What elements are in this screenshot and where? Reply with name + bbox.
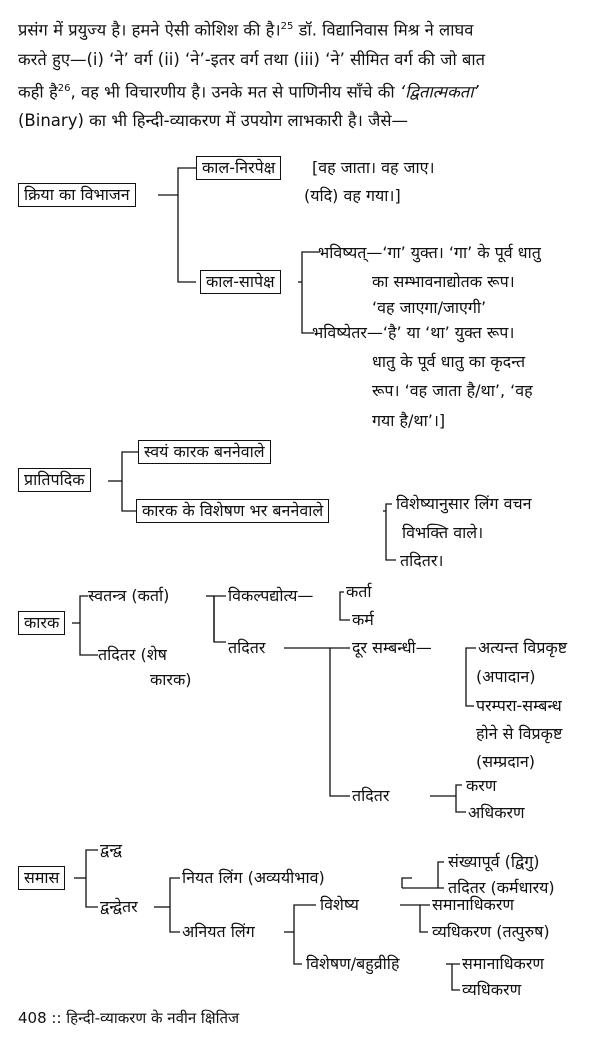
bhavishyat-line-2: का सम्भावनाद्योतक रूप। xyxy=(372,272,515,291)
bhavishyetar-line-1: भविष्येतर—‘है’ या ‘था’ युक्त रूप। xyxy=(312,323,515,342)
bhavishyetar-line-3: रूप। ‘वह जाता है/था’, ‘वह xyxy=(372,381,533,400)
vikalpadyotya: विकल्पद्योत्य— xyxy=(228,586,314,605)
pratipadik-v2: विभक्ति वाले। xyxy=(402,523,484,542)
parampara-sambandh: परम्परा-सम्बन्ध xyxy=(476,696,562,715)
apadan: (अपादान) xyxy=(476,667,536,686)
kal-nirapeksh-box: काल-निरपेक्ष xyxy=(196,156,281,180)
taditar-c: तदितर xyxy=(352,786,390,805)
para-line-3: कही है$^{26}$, वह भी विचारणीय है। उनके मत से पाणिनीय साँचे की ‘द्वितात्मकता’ xyxy=(18,82,479,101)
pratipadik-v3: तदितर। xyxy=(400,551,444,570)
bhavishyetar-line-2: धातु के पूर्व धातु का कृदन्त xyxy=(372,352,526,371)
bhavishyat-line-1: भविष्यत्—‘गा’ युक्त। ‘गा’ के पूर्व धातु xyxy=(318,243,541,262)
taditar-karmadharay: तदितर (कर्मधारय) xyxy=(448,878,555,897)
karm: कर्म xyxy=(352,610,374,629)
aniyat-ling: अनियत लिंग xyxy=(182,922,255,941)
atyant-viprakrisht: अत्यन्त विप्रकृष्ट xyxy=(478,638,568,657)
dvandva: द्वन्द्व xyxy=(100,840,122,859)
para-line-1: प्रसंग में प्रयुज्य है। हमने ऐसी कोशिश की है।$^{25}$ डॉ. विद्यानिवास मिश्र ने लाघव xyxy=(18,20,474,40)
dvandvetar: द्वन्द्वेतर xyxy=(100,897,138,916)
door-sambandhi: दूर सम्बन्धी— xyxy=(352,638,432,657)
vyadhikaran-tatpurush: व्यधिकरण (तत्पुरुष) xyxy=(432,922,550,941)
footnote-26[interactable]: 26 xyxy=(57,82,71,94)
karan: करण xyxy=(466,776,497,795)
page-footer: 408 :: हिन्दी-व्याकरण के नवीन क्षितिज xyxy=(18,1009,240,1027)
nirapeksh-example-1: [वह जाता। वह जाए। xyxy=(312,158,435,177)
kriya-vibhajan-box: क्रिया का विभाजन xyxy=(18,183,136,207)
svatantra-karta: स्वतन्त्र (कर्ता) xyxy=(88,586,170,605)
vyadhikaran-2: व्यधिकरण xyxy=(462,980,522,999)
para-line-2: करते हुए—(i) ‘ने’ वर्ग (ii) ‘ने’-इतर वर्ग तथा (iii) ‘ने’ सीमित वर्ग की जो बात xyxy=(18,49,486,69)
svayam-karak-box: स्वयं कारक बननेवाले xyxy=(138,440,271,464)
para-line-4: (Binary) का भी हिन्दी-व्याकरण में उपयोग लाभकारी है। जैसे— xyxy=(18,111,408,130)
parampara-sambandh-2: होने से विप्रकृष्ट xyxy=(476,724,563,743)
pratipadik-v1: विशेष्यानुसार लिंग वचन xyxy=(396,494,532,513)
taditar-shesh-2: कारक) xyxy=(150,670,192,689)
taditar-shesh: तदितर (शेष xyxy=(98,645,167,664)
niyat-ling: नियत लिंग (अव्ययीभाव) xyxy=(182,868,325,887)
bhavishyat-line-3: ‘वह जाएगा/जाएगी’ xyxy=(372,298,487,317)
samanadhikaran: समानाधिकरण xyxy=(432,895,514,914)
footnote-25[interactable]: 25 xyxy=(280,21,294,32)
bhavishyetar-line-4: गया है/था’।] xyxy=(372,411,446,430)
visheshan-bahuvrihi: विशेषण/बहुव्रीहि xyxy=(306,954,400,973)
nirapeksh-example-2: (यदि) वह गया।] xyxy=(304,186,401,205)
adhikaran: अधिकरण xyxy=(468,803,525,822)
samas-box: समास xyxy=(18,866,65,890)
karta: कर्ता xyxy=(346,582,372,601)
pratipadik-box: प्रातिपदिक xyxy=(18,468,91,492)
kal-sapeksh-box: काल-सापेक्ष xyxy=(200,270,281,294)
visheshya: विशेष्य xyxy=(320,895,359,914)
taditar-b: तदितर xyxy=(228,638,266,657)
sankhyapurva: संख्यापूर्व (द्विगु) xyxy=(448,852,540,871)
samanadhikaran-2: समानाधिकरण xyxy=(462,954,544,973)
karak-visheshan-box: कारक के विशेषण भर बननेवाले xyxy=(136,499,329,523)
sampradan: (सम्प्रदान) xyxy=(476,752,536,771)
karak-box: कारक xyxy=(18,611,65,635)
